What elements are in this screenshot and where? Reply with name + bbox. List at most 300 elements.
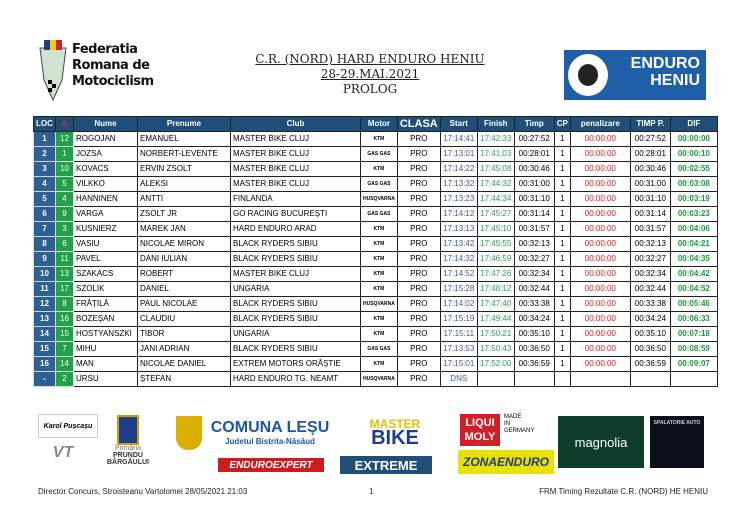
- cell-clasa: PRO: [397, 372, 440, 387]
- footer-director: Director Concurs, Stroisteanu Vartolomei 28/05/2021 21:03: [38, 487, 248, 496]
- column-header-penalizare: penalizare: [570, 117, 630, 132]
- cell-motor: KTM: [361, 237, 398, 252]
- cell-cp: 1: [554, 162, 570, 177]
- cell-dif: 00:00:00: [670, 132, 717, 147]
- sponsor-text: IN: [504, 421, 510, 427]
- cell-start: 17:14:41: [440, 132, 477, 147]
- cell-prenume: JANI ADRIAN: [138, 342, 231, 357]
- cell-prenume: TIBOR: [138, 327, 231, 342]
- cell-timp-p: 00:28:01: [630, 147, 670, 162]
- cell-cp: 1: [554, 357, 570, 372]
- table-row: [34, 222, 718, 237]
- cell-penalizare: 00:00:00: [570, 162, 630, 177]
- cell-dif: 00:03:19: [670, 192, 717, 207]
- cell-prenume: PAUL NICOLAE: [138, 297, 231, 312]
- sponsor-text: MADE: [504, 414, 522, 420]
- cell-clasa: PRO: [397, 282, 440, 297]
- column-header-dif: DIF: [670, 117, 717, 132]
- cell-nume: ROGOJAN: [74, 132, 138, 147]
- cell-dif: 00:04:21: [670, 237, 717, 252]
- cell-dif: 00:04:52: [670, 282, 717, 297]
- cell-dif: 00:04:42: [670, 267, 717, 282]
- cell-penalizare: 00:00:00: [570, 342, 630, 357]
- cell-dif: 00:09:07: [670, 357, 717, 372]
- sponsor-text: LIQUI: [465, 417, 495, 429]
- cell-nume: BOZEȘAN: [74, 312, 138, 327]
- table-row: [34, 327, 718, 342]
- cell-start: 17:14:52: [440, 267, 477, 282]
- cell-prenume: ALEKSI: [138, 177, 231, 192]
- cell-timp-p: 00:36:50: [630, 342, 670, 357]
- cell-club: MASTER BIKE CLUJ: [231, 177, 361, 192]
- cell-motor: KTM: [361, 252, 398, 267]
- cell-timp: 00:32:44: [514, 282, 554, 297]
- federation-name: [72, 42, 154, 90]
- cell-start: 17:13:53: [440, 342, 477, 357]
- cell-timp-p: 00:32:13: [630, 237, 670, 252]
- cell-cp: 1: [554, 222, 570, 237]
- cell-timp-p: 00:27:52: [630, 132, 670, 147]
- cell-finish: 17:45:08: [477, 162, 514, 177]
- sponsor-vt: VT: [52, 444, 74, 461]
- cell-cp: 1: [554, 207, 570, 222]
- cell-nume: KOVACS: [74, 162, 138, 177]
- cell-loc: 1: [34, 132, 56, 147]
- cell-penalizare: 00:00:00: [570, 252, 630, 267]
- sponsor-text: Primăria: [114, 444, 142, 452]
- column-header-finish: Finish: [477, 117, 514, 132]
- cell-clasa: PRO: [397, 357, 440, 372]
- cell-penalizare: 00:00:00: [570, 357, 630, 372]
- cell-nume: MIHU: [74, 342, 138, 357]
- cell-clasa: PRO: [397, 177, 440, 192]
- column-header-nume: Nume: [74, 117, 138, 132]
- cell-penalizare: 00:00:00: [570, 192, 630, 207]
- cell-prenume: DANI IULIAN: [138, 252, 231, 267]
- cell-prenume: CLAUDIU: [138, 312, 231, 327]
- cell-timp: 00:32:27: [514, 252, 554, 267]
- sponsor-enduroexpert: ENDUROEXPERT: [218, 458, 324, 472]
- logo-line: ENDURO: [630, 55, 700, 72]
- cell-start: 17:13:23: [440, 192, 477, 207]
- cell-dif: 00:03:23: [670, 207, 717, 222]
- results-table: [33, 116, 718, 387]
- cell-nume: HANNINEN: [74, 192, 138, 207]
- column-header-loc: LOC: [34, 117, 56, 132]
- cell-bib: 6: [56, 237, 74, 252]
- cell-motor: KTM: [361, 282, 398, 297]
- column-header-motor: Motor: [361, 117, 398, 132]
- table-row: [34, 192, 718, 207]
- table-row: [34, 267, 718, 282]
- cell-finish: 17:45:55: [477, 237, 514, 252]
- coat-of-arms-icon: [117, 415, 139, 445]
- cell-clasa: PRO: [397, 312, 440, 327]
- sponsor-spalatorie: SPALATORIE AUTO: [650, 416, 704, 468]
- cell-finish: 17:44:34: [477, 192, 514, 207]
- cell-timp-p: [630, 372, 670, 387]
- cell-timp: 00:31:10: [514, 192, 554, 207]
- cell-nume: PAVEL: [74, 252, 138, 267]
- sponsor-karol: Karol Pușcașu: [38, 414, 98, 438]
- cell-clasa: PRO: [397, 327, 440, 342]
- enduro-heniu-logo: [564, 50, 706, 100]
- cell-timp-p: 00:32:34: [630, 267, 670, 282]
- sponsor-text: Judetul Bistrita-Năsăud: [225, 436, 315, 446]
- sponsor-liquimoly: [460, 414, 500, 446]
- cell-motor: GAS GAS: [361, 177, 398, 192]
- cell-bib: 17: [56, 282, 74, 297]
- cell-start: 17:15:01: [440, 357, 477, 372]
- cell-motor: HUSQVARNA: [361, 372, 398, 387]
- cell-club: GO RACING BUCUREȘTI: [231, 207, 361, 222]
- cell-club: MASTER BIKE CLUJ: [231, 147, 361, 162]
- cell-finish: 17:46:59: [477, 252, 514, 267]
- cell-dif: 00:02:55: [670, 162, 717, 177]
- cell-bib: 10: [56, 162, 74, 177]
- cell-loc: 12: [34, 297, 56, 312]
- cell-finish: 17:45:10: [477, 222, 514, 237]
- cell-club: UNGARIA: [231, 282, 361, 297]
- cell-clasa: PRO: [397, 222, 440, 237]
- cell-dif: 00:04:06: [670, 222, 717, 237]
- cell-penalizare: 00:00:00: [570, 222, 630, 237]
- table-row: [34, 237, 718, 252]
- cell-club: BLACK RYDERS SIBIU: [231, 312, 361, 327]
- cell-clasa: PRO: [397, 207, 440, 222]
- cell-timp-p: 00:32:44: [630, 282, 670, 297]
- cell-clasa: PRO: [397, 162, 440, 177]
- cell-bib: 13: [56, 267, 74, 282]
- cell-finish: 17:50:21: [477, 327, 514, 342]
- cell-start: 17:14:32: [440, 252, 477, 267]
- cell-clasa: PRO: [397, 267, 440, 282]
- cell-cp: 1: [554, 312, 570, 327]
- cell-clasa: PRO: [397, 237, 440, 252]
- cell-timp-p: 00:30:46: [630, 162, 670, 177]
- motorbike-icon: [568, 54, 608, 96]
- column-header-timp-p: TIMP P.: [630, 117, 670, 132]
- table-row: [34, 207, 718, 222]
- cell-timp: 00:31:57: [514, 222, 554, 237]
- cell-finish: 17:50:43: [477, 342, 514, 357]
- cell-bib: 16: [56, 312, 74, 327]
- cell-timp-p: 00:31:57: [630, 222, 670, 237]
- cell-motor: GAS GAS: [361, 342, 398, 357]
- cell-loc: 2: [34, 147, 56, 162]
- cell-nume: HOSTYANSZKI: [74, 327, 138, 342]
- cell-prenume: NICOLAE DANIEL: [138, 357, 231, 372]
- cell-bib: 5: [56, 177, 74, 192]
- cell-motor: KTM: [361, 132, 398, 147]
- cell-club: UNGARIA: [231, 327, 361, 342]
- sponsor-magnolia: magnolia: [558, 416, 644, 468]
- cell-bib: 7: [56, 342, 74, 357]
- table-row: [34, 177, 718, 192]
- cell-dif: 00:07:18: [670, 327, 717, 342]
- event-date: 28-29.MAI.2021: [320, 67, 420, 81]
- cell-clasa: PRO: [397, 147, 440, 162]
- cell-cp: 1: [554, 147, 570, 162]
- cell-start: 17:15:28: [440, 282, 477, 297]
- column-header-start: Start: [440, 117, 477, 132]
- sponsor-masterbike: [340, 414, 450, 448]
- cell-bib: 15: [56, 327, 74, 342]
- cell-club: MASTER BIKE CLUJ: [231, 162, 361, 177]
- cell-finish: 17:47:26: [477, 267, 514, 282]
- sponsor-text: MOLY: [464, 431, 496, 443]
- cell-start: DNS: [440, 372, 477, 387]
- cell-start: 17:13:01: [440, 147, 477, 162]
- cell-dif: 00:03:08: [670, 177, 717, 192]
- cell-prenume: NORBERT-LEVENTE: [138, 147, 231, 162]
- cell-timp: 00:32:34: [514, 267, 554, 282]
- cell-timp: 00:31:00: [514, 177, 554, 192]
- cell-penalizare: 00:00:00: [570, 207, 630, 222]
- cell-penalizare: 00:00:00: [570, 297, 630, 312]
- cell-nume: SZOLIK: [74, 282, 138, 297]
- cell-penalizare: 00:00:00: [570, 237, 630, 252]
- cell-bib: 11: [56, 252, 74, 267]
- cell-bib: 14: [56, 357, 74, 372]
- cell-cp: 1: [554, 252, 570, 267]
- footer-report-title: FRM Timing Rezultate C.R. (NORD) HE HENIU: [539, 487, 708, 496]
- cell-timp-p: 00:31:10: [630, 192, 670, 207]
- cell-club: BLACK RYDERS SIBIU: [231, 252, 361, 267]
- cell-club: BLACK RYDERS SIBIU: [231, 297, 361, 312]
- cell-prenume: ȘTEFAN: [138, 372, 231, 387]
- cell-bib: 1: [56, 147, 74, 162]
- column-header-timp: Timp: [514, 117, 554, 132]
- cell-loc: 8: [34, 237, 56, 252]
- cell-nume: MAN: [74, 357, 138, 372]
- cell-loc: 4: [34, 177, 56, 192]
- cell-loc: 15: [34, 342, 56, 357]
- cell-motor: HUSQVARNA: [361, 192, 398, 207]
- cell-loc: 9: [34, 252, 56, 267]
- cell-start: 17:14:02: [440, 297, 477, 312]
- sponsor-zonaenduro: ZONAENDURO: [458, 450, 554, 474]
- cell-timp: 00:34:24: [514, 312, 554, 327]
- table-row: [34, 282, 718, 297]
- federation-line: Romana de: [72, 58, 150, 73]
- cell-finish: 17:47:40: [477, 297, 514, 312]
- cell-club: HARD ENDURO ARAD: [231, 222, 361, 237]
- cell-dif: 00:05:46: [670, 297, 717, 312]
- cell-bib: 4: [56, 192, 74, 207]
- column-header-cp: CP: [554, 117, 570, 132]
- cell-loc: 13: [34, 312, 56, 327]
- cell-nume: VARGA: [74, 207, 138, 222]
- cell-motor: KTM: [361, 267, 398, 282]
- cell-timp-p: 00:31:14: [630, 207, 670, 222]
- cell-clasa: PRO: [397, 252, 440, 267]
- cell-bib: 12: [56, 132, 74, 147]
- cell-club: EXTREM MOTORS ORĂȘTIE: [231, 357, 361, 372]
- cell-timp-p: 00:31:00: [630, 177, 670, 192]
- cell-timp: 00:36:50: [514, 342, 554, 357]
- cell-nume: SZAKACS: [74, 267, 138, 282]
- logo-line: HENIU: [650, 72, 700, 89]
- cell-dif: 00:06:33: [670, 312, 717, 327]
- table-row: [34, 297, 718, 312]
- cell-motor: KTM: [361, 327, 398, 342]
- cell-cp: 1: [554, 342, 570, 357]
- cell-bib: 9: [56, 207, 74, 222]
- cell-finish: 17:49:44: [477, 312, 514, 327]
- cell-motor: KTM: [361, 357, 398, 372]
- cell-nume: FRĂȚILĂ: [74, 297, 138, 312]
- cell-prenume: DANIEL: [138, 282, 231, 297]
- event-stage: PROLOG: [342, 82, 398, 96]
- table-row: [34, 162, 718, 177]
- cell-finish: 17:52:00: [477, 357, 514, 372]
- sponsor-text: COMUNA LEȘU: [210, 418, 330, 436]
- cell-timp: [514, 372, 554, 387]
- cell-nume: URSU: [74, 372, 138, 387]
- cell-timp: 00:28:01: [514, 147, 554, 162]
- cell-prenume: ERVIN ZSOLT: [138, 162, 231, 177]
- cell-bib: 2: [56, 372, 74, 387]
- cell-penalizare: 00:00:00: [570, 132, 630, 147]
- cell-penalizare: 00:00:00: [570, 282, 630, 297]
- cell-bib: 3: [56, 222, 74, 237]
- cell-finish: 17:42:33: [477, 132, 514, 147]
- frm-logo-icon: [38, 40, 68, 102]
- cell-finish: [477, 372, 514, 387]
- sponsor-made-in-germany: [504, 414, 534, 435]
- cell-prenume: EMANUEL: [138, 132, 231, 147]
- event-title: [230, 52, 510, 97]
- sponsor-text: PRUNDU BÂRGĂULUI: [107, 451, 149, 466]
- cell-dif: [670, 372, 717, 387]
- cell-cp: 1: [554, 267, 570, 282]
- cell-timp: 00:31:14: [514, 207, 554, 222]
- cell-motor: GAS GAS: [361, 147, 398, 162]
- cell-timp: 00:36:59: [514, 357, 554, 372]
- cell-motor: KTM: [361, 162, 398, 177]
- cell-motor: HUSQVARNA: [361, 297, 398, 312]
- cell-loc: 6: [34, 207, 56, 222]
- column-header-clasa: CLASA: [397, 117, 440, 132]
- table-row: [34, 342, 718, 357]
- cell-finish: 17:45:27: [477, 207, 514, 222]
- sponsor-lesu: [205, 415, 335, 449]
- cell-loc: 10: [34, 267, 56, 282]
- federation-line: Motociclism: [72, 74, 154, 89]
- cell-nume: VASIU: [74, 237, 138, 252]
- cell-dif: 00:08:59: [670, 342, 717, 357]
- cell-motor: KTM: [361, 312, 398, 327]
- cell-cp: 1: [554, 132, 570, 147]
- cell-club: MASTER BIKE CLUJ: [231, 267, 361, 282]
- cell-start: 17:13:13: [440, 222, 477, 237]
- cell-motor: KTM: [361, 222, 398, 237]
- cell-penalizare: 00:00:00: [570, 177, 630, 192]
- cell-timp-p: 00:34:24: [630, 312, 670, 327]
- federation-line: Federatia: [72, 42, 138, 57]
- cell-club: FINLANDA: [231, 192, 361, 207]
- column-header-prenume: Prenume: [138, 117, 231, 132]
- cell-cp: 1: [554, 237, 570, 252]
- table-row: [34, 147, 718, 162]
- header-row: [34, 117, 718, 132]
- cell-dif: 00:04:35: [670, 252, 717, 267]
- cell-penalizare: 00:00:00: [570, 147, 630, 162]
- cell-clasa: PRO: [397, 132, 440, 147]
- cell-cp: 1: [554, 327, 570, 342]
- cell-prenume: ROBERT: [138, 267, 231, 282]
- cell-prenume: ZSOLT JR: [138, 207, 231, 222]
- sponsor-text: GERMANY: [504, 428, 535, 434]
- cell-loc: 3: [34, 162, 56, 177]
- cell-start: 17:15:11: [440, 327, 477, 342]
- sponsor-prundu: [96, 414, 160, 466]
- cell-timp-p: 00:32:27: [630, 252, 670, 267]
- cell-timp-p: 00:36:59: [630, 357, 670, 372]
- cell-timp: 00:30:46: [514, 162, 554, 177]
- cell-loc: 5: [34, 192, 56, 207]
- cell-cp: 1: [554, 297, 570, 312]
- cell-club: BLACK RYDERS SIBIU: [231, 342, 361, 357]
- cell-finish: 17:44:32: [477, 177, 514, 192]
- cell-start: 17:13:42: [440, 237, 477, 252]
- cell-cp: 1: [554, 177, 570, 192]
- footer-page-number: 1: [369, 487, 374, 496]
- table-row: [34, 372, 718, 387]
- cell-clasa: PRO: [397, 192, 440, 207]
- cell-motor: GAS GAS: [361, 207, 398, 222]
- cell-timp: 00:33:38: [514, 297, 554, 312]
- sponsor-text: BIKE: [371, 427, 419, 449]
- table-row: [34, 252, 718, 267]
- cell-club: BLACK RYDERS SIBIU: [231, 237, 361, 252]
- cell-loc: 14: [34, 327, 56, 342]
- cell-club: HARD ENDURO TG. NEAMT: [231, 372, 361, 387]
- column-header-bib: #: [56, 117, 74, 132]
- cell-clasa: PRO: [397, 297, 440, 312]
- cell-timp: 00:27:52: [514, 132, 554, 147]
- cell-nume: KUSNIERZ: [74, 222, 138, 237]
- sponsor-extreme: EXTREME: [340, 456, 432, 474]
- cell-bib: 8: [56, 297, 74, 312]
- cell-finish: 17:41:03: [477, 147, 514, 162]
- cell-loc: 7: [34, 222, 56, 237]
- event-name: C.R. (NORD) HARD ENDURO HENIU: [255, 52, 485, 66]
- table-row: [34, 357, 718, 372]
- table-row: [34, 132, 718, 147]
- cell-timp: 00:35:10: [514, 327, 554, 342]
- cell-penalizare: 00:00:00: [570, 267, 630, 282]
- cell-dif: 00:00:10: [670, 147, 717, 162]
- coat-of-arms-icon: [176, 416, 202, 450]
- cell-penalizare: 00:00:00: [570, 312, 630, 327]
- column-header-club: Club: [231, 117, 361, 132]
- cell-start: 17:15:19: [440, 312, 477, 327]
- cell-cp: 1: [554, 192, 570, 207]
- cell-prenume: ANTTI: [138, 192, 231, 207]
- table-row: [34, 312, 718, 327]
- cell-start: 17:14:12: [440, 207, 477, 222]
- cell-club: MASTER BIKE CLUJ: [231, 132, 361, 147]
- cell-nume: JOZSA: [74, 147, 138, 162]
- cell-clasa: PRO: [397, 342, 440, 357]
- cell-timp: 00:32:13: [514, 237, 554, 252]
- cell-nume: VILKKO: [74, 177, 138, 192]
- cell-timp-p: 00:33:38: [630, 297, 670, 312]
- cell-start: 17:13:32: [440, 177, 477, 192]
- cell-penalizare: 00:00:00: [570, 327, 630, 342]
